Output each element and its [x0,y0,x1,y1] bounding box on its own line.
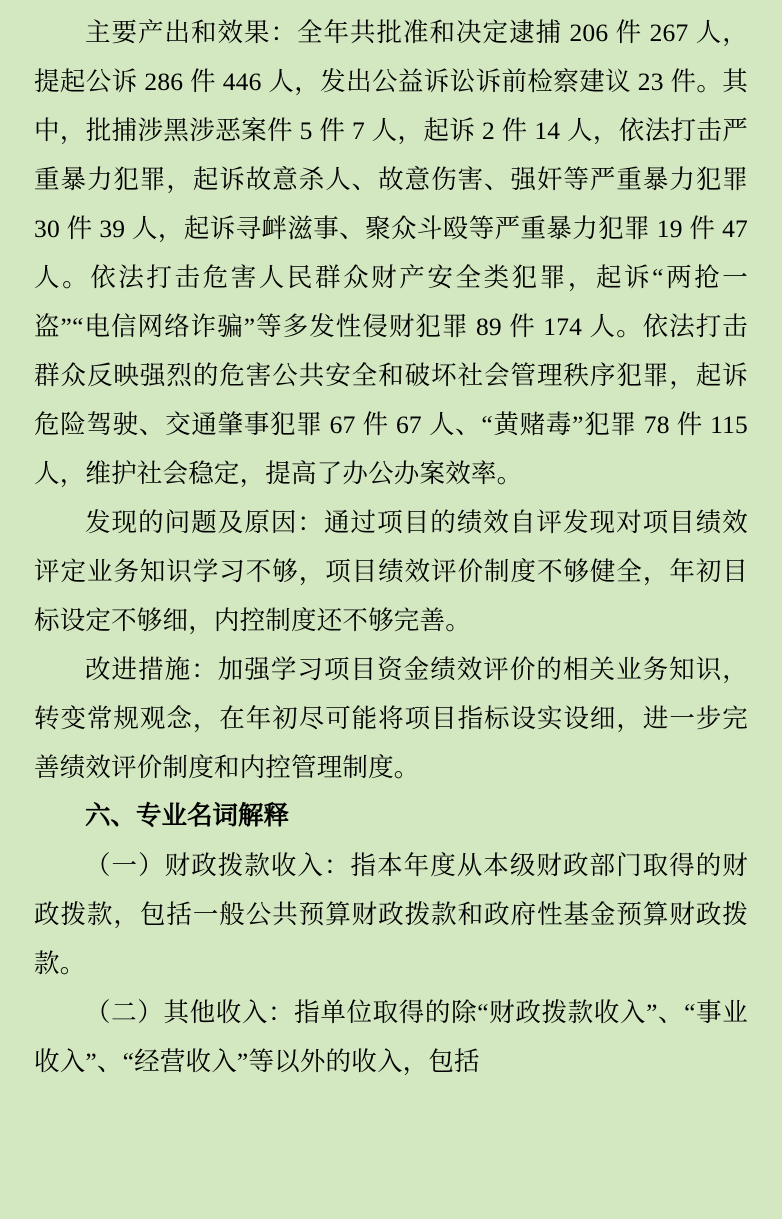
paragraph-problems-found: 发现的问题及原因：通过项目的绩效自评发现对项目绩效评定业务知识学习不够，项目绩效评价制度不够健全，年初目标设定不够细，内控制度还不够完善。 [34,508,748,635]
section-heading-terminology: 六、专业名词解释 [85,802,290,830]
paragraph-term-fiscal-appropriation-income: （一）财政拨款收入：指本年度从本级财政部门取得的财政拨款，包括一般公共预算财政拨款和政府性基金预算财政拨款。 [34,851,748,978]
paragraph-improvement-measures: 改进措施：加强学习项目资金绩效评价的相关业务知识，转变常规观念，在年初尽可能将项目指标设实设细，进一步完善绩效评价制度和内控管理制度。 [34,655,748,782]
paragraph-term-other-income: （二）其他收入：指单位取得的除“财政拨款收入”、“事业收入”、“经营收入”等以外的收入，包括 [34,998,748,1076]
paragraph-main-outputs: 主要产出和效果：全年共批准和决定逮捕 206 件 267 人，提起公诉 286 件 446 人，发出公益诉讼诉前检察建议 23 件。其中，批捕涉黑涉恶案件 5 件 7 人，起诉 2 件 14 人，依法打击严重暴力犯罪，起诉故意杀人、故意伤害、强奸等严重暴力犯罪 30 件 39 人，起诉寻衅滋事、聚众斗殴等严重暴力犯罪 19 件 47 人。依法打击危害人民群众财产安全类犯罪，起诉“两抢一盗”“电信网络诈骗”等多发性侵财犯罪 89 件 174 人。依法打击群众反映强烈的危害公共安全和破坏社会管理秩序犯罪，起诉危险驾驶、交通肇事犯罪 67 件 67 人、“黄赌毒”犯罪 78 件 115 人，维护社会稳定，提高了办公办案效率。 [34,18,748,488]
